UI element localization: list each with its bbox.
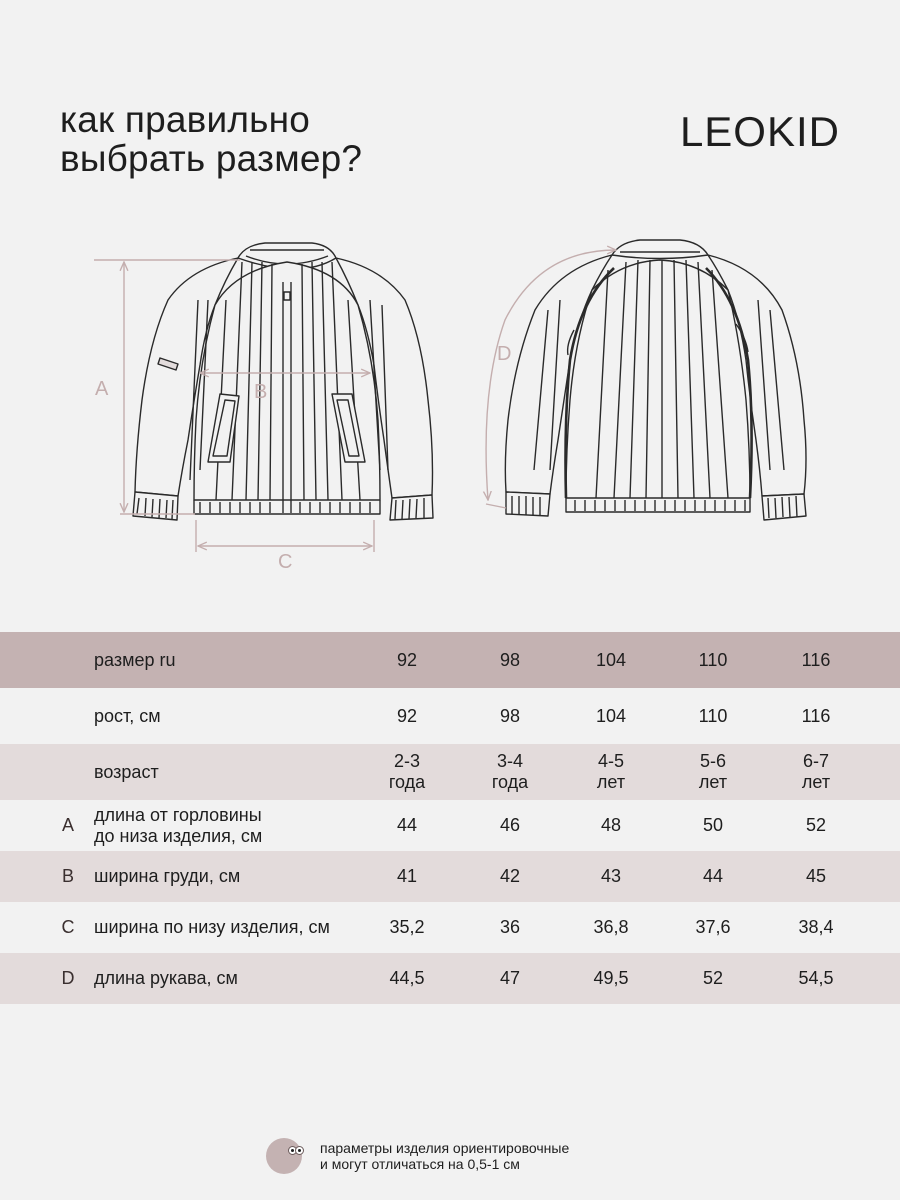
back-jacket-drawing — [505, 240, 806, 520]
header-cell: 104 — [595, 649, 627, 670]
header-label: размер ru — [94, 649, 176, 670]
table-cell: 4-5 лет — [596, 751, 626, 792]
table-row-c — [0, 902, 900, 953]
table-cell: 48 — [600, 815, 622, 835]
row-label: ширина по низу изделия, см — [94, 917, 330, 937]
table-cell: 54,5 — [798, 968, 834, 988]
table-cell: 42 — [499, 866, 521, 886]
table-cell: 37,6 — [695, 917, 731, 937]
table-cell: 49,5 — [593, 968, 629, 988]
table-cell: 5-6 лет — [698, 751, 728, 792]
row-letter: D — [61, 968, 75, 988]
label-b: B — [254, 381, 268, 403]
table-cell: 50 — [702, 815, 724, 835]
table-cell: 44 — [702, 866, 724, 886]
table-cell: 35,2 — [389, 917, 425, 937]
table-cell: 36,8 — [593, 917, 629, 937]
header-cell: 92 — [396, 649, 418, 670]
table-cell: 104 — [595, 705, 627, 726]
footer-note — [266, 1138, 569, 1174]
table-row-age — [0, 744, 900, 800]
label-a: A — [95, 378, 109, 400]
eye-icon — [295, 1146, 304, 1155]
table-cell: 46 — [499, 815, 521, 835]
row-letter: C — [61, 917, 75, 937]
table-cell: 3-4 года — [491, 751, 529, 792]
size-table — [0, 632, 900, 1004]
header-cell: 116 — [801, 649, 831, 670]
table-cell: 41 — [396, 866, 418, 886]
table-row-height — [0, 688, 900, 744]
row-label: длина рукава, см — [94, 968, 238, 988]
table-cell: 52 — [805, 815, 827, 835]
title-line-2: выбрать размер? — [60, 138, 363, 179]
table-header-row — [0, 632, 900, 688]
smiley-bubble-icon — [266, 1138, 302, 1174]
table-cell: 2-3 года — [388, 751, 426, 792]
table-cell: 6-7 лет — [801, 751, 831, 792]
footer-note-text: параметры изделия ориентировочные и могут отличаться на 0,5-1 см — [320, 1140, 570, 1172]
row-label: ширина груди, см — [94, 866, 241, 886]
row-letter: A — [61, 815, 74, 835]
front-jacket-drawing — [133, 243, 433, 520]
table-cell: 36 — [499, 917, 521, 937]
table-row-d — [0, 953, 900, 1004]
header-cell: 110 — [698, 649, 728, 670]
row-letter: B — [61, 866, 74, 886]
page-title — [60, 100, 362, 178]
jacket-diagrams — [0, 230, 900, 590]
table-cell: 45 — [805, 866, 827, 886]
table-row-b — [0, 851, 900, 902]
table-cell: 116 — [801, 705, 831, 726]
table-cell: 98 — [499, 705, 521, 726]
table-row-a — [0, 800, 900, 851]
table-cell: 43 — [600, 866, 622, 886]
table-cell: 44 — [396, 815, 418, 835]
table-cell: 47 — [499, 968, 521, 988]
table-cell: 92 — [396, 705, 418, 726]
title-line-1: как правильно — [60, 99, 311, 140]
brand-logo: LEOKID — [679, 108, 840, 155]
row-label: рост, см — [94, 705, 161, 726]
label-c: C — [278, 551, 293, 573]
label-d: D — [497, 343, 512, 365]
table-cell: 44,5 — [389, 968, 425, 988]
row-label: длина от горловины до низа изделия, см — [94, 804, 263, 846]
row-label: возраст — [94, 761, 159, 782]
table-cell: 110 — [698, 705, 728, 726]
header-cell: 98 — [499, 649, 521, 670]
table-cell: 38,4 — [798, 917, 834, 937]
table-cell: 52 — [702, 968, 724, 988]
